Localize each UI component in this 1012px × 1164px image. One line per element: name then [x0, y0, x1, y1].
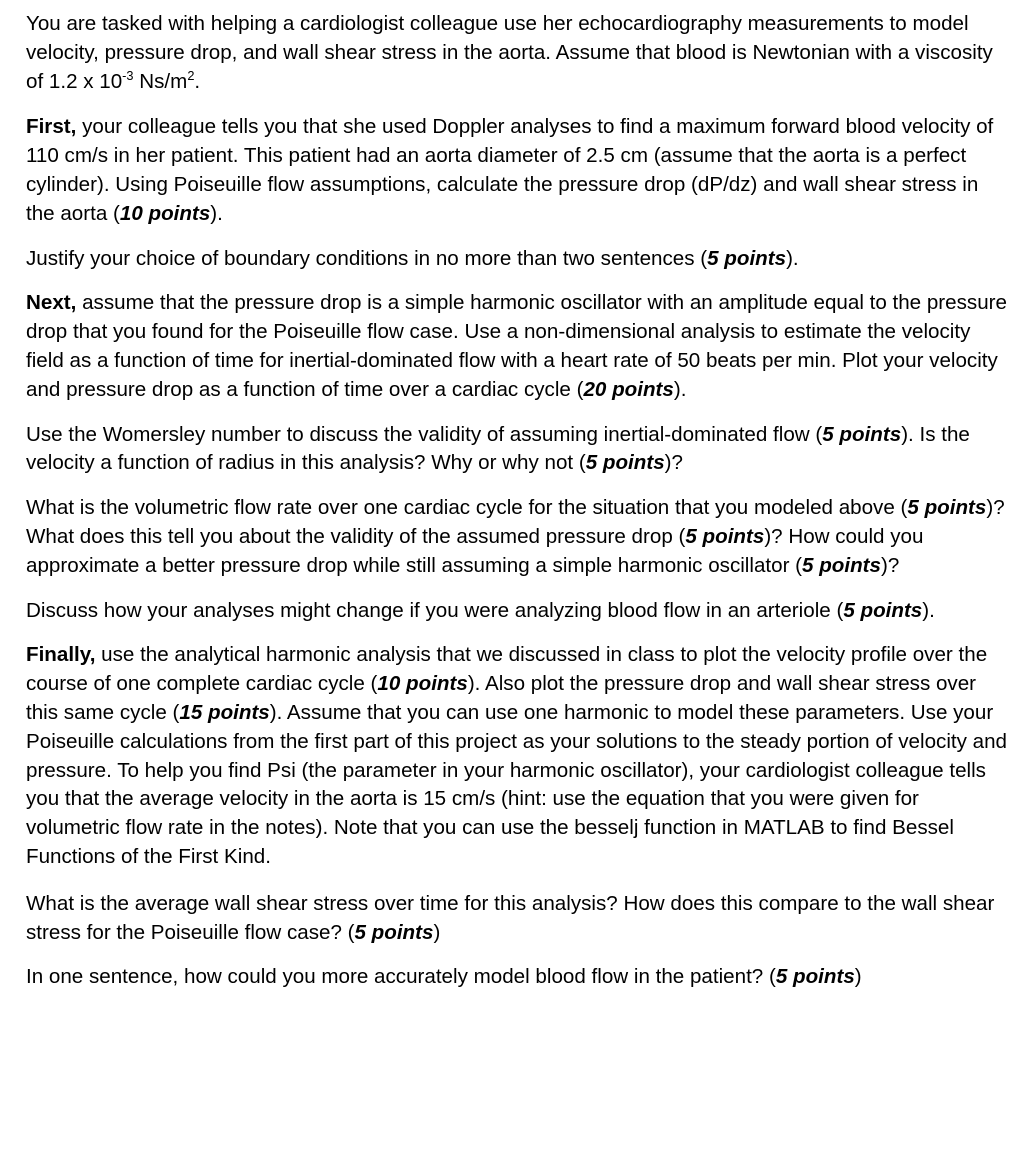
- arteriole-paragraph: [26, 597, 1010, 626]
- womersley-part1: Use the Womersley number to discuss the validity of assuming inertial-dominated flow (: [26, 422, 823, 446]
- finally-part3: ). Assume that you can use one harmonic to model these parameters. Use your Poiseuille calculations from the first part of this project as your solutions to the steady portion of velocity and pressure. To help you find Psi (the parameter in your harmonic oscillator), your cardiologist colleague tells you that the average velocity in the aorta is 15 cm/s (hint: use the equation that you were given for volumetric flow rate in the notes). Note that you can use the besselj function in MATLAB to find Bessel Functions of the First Kind.: [26, 700, 1007, 868]
- accurate-points: 5 points: [775, 965, 855, 989]
- womersley-points1: 5 points: [822, 422, 902, 446]
- womersley-end: )?: [664, 451, 683, 475]
- average-body: What is the average wall shear stress over time for this analysis? How does this compare to the wall shear stress for the Poiseuille flow case? (: [26, 891, 995, 944]
- flowrate-paragraph: [26, 494, 1010, 580]
- finally-part1: use the analytical harmonic analysis that we discussed in class to plot the velocity profile over the course of one complete cardiac cycle (: [26, 643, 988, 696]
- next-paragraph: [26, 289, 1010, 404]
- intro-end: .: [194, 69, 201, 93]
- exponent-superscript: -3: [122, 67, 134, 83]
- finally-points2: 15 points: [179, 700, 270, 724]
- assignment-document: [26, 10, 1010, 992]
- first-points: 10 points: [119, 201, 211, 225]
- first-paragraph: [26, 113, 1010, 228]
- finally-points1: 10 points: [377, 672, 468, 696]
- next-points: 20 points: [583, 377, 674, 401]
- units-superscript: 2: [187, 67, 195, 83]
- intro-paragraph: [26, 10, 1010, 96]
- justify-points: 5 points: [707, 246, 787, 270]
- intro-text: You are tasked with helping a cardiologist colleague use her echocardiography measurements to model velocity, pressure drop, and wall shear stress in the aorta. Assume that blood is Newtonian with a viscosity of 1.2 x 10: [26, 12, 993, 93]
- average-end: ): [433, 920, 441, 944]
- first-body: your colleague tells you that she used Doppler analyses to find a maximum forward blood velocity of 110 cm/s in her patient. This patient had an aorta diameter of 2.5 cm (assume that the aorta is a perfect cylinder). Using Poiseuille flow assumptions, calculate the pressure drop (dP/dz) and wall shear stress in the aorta (: [26, 115, 994, 225]
- next-body: assume that the pressure drop is a simple harmonic oscillator with an amplitude equal to the pressure drop that you found for the Poiseuille flow case. Use a non-dimensional analysis to estimate the velocity field as a function of time for inertial-dominated flow with a heart rate of 50 beats per min. Plot your velocity and pressure drop as a function of time over a cardiac cycle (: [26, 291, 1007, 401]
- intro-units: Ns/m: [133, 69, 188, 93]
- arteriole-end: ).: [922, 598, 935, 622]
- arteriole-body: Discuss how your analyses might change if you were analyzing blood flow in an arteriole (: [26, 598, 844, 622]
- first-lead: First,: [26, 115, 77, 139]
- next-end: ).: [673, 377, 687, 401]
- average-paragraph: [26, 890, 1010, 948]
- flowrate-part2: )? What does this tell you about the validity of the assumed pressure drop (: [26, 496, 1005, 548]
- womersley-points2: 5 points: [585, 451, 665, 475]
- flowrate-part3: )? How could you approximate a better pressure drop while still assuming a simple harmonic oscillator (: [26, 524, 924, 577]
- flowrate-end: )?: [880, 553, 900, 577]
- justify-paragraph: [26, 245, 1010, 274]
- accurate-end: ): [854, 965, 862, 989]
- justify-end: ).: [786, 246, 799, 270]
- flowrate-points1: 5 points: [907, 496, 987, 520]
- finally-lead: Finally,: [26, 643, 96, 667]
- flowrate-part1: What is the volumetric flow rate over one cardiac cycle for the situation that you modeled above (: [26, 496, 908, 520]
- accurate-body: In one sentence, how could you more accurately model blood flow in the patient? (: [26, 965, 776, 989]
- next-lead: Next,: [26, 291, 77, 315]
- accurate-paragraph: [26, 963, 1010, 992]
- womersley-part2: ). Is the velocity a function of radius in this analysis? Why or why not (: [26, 422, 970, 475]
- average-points: 5 points: [354, 920, 434, 944]
- womersley-paragraph: [26, 421, 1010, 479]
- flowrate-points3: 5 points: [802, 553, 881, 577]
- arteriole-points: 5 points: [843, 598, 923, 622]
- justify-body: Justify your choice of boundary conditions in no more than two sentences (: [26, 246, 708, 270]
- flowrate-points2: 5 points: [685, 524, 765, 548]
- finally-paragraph: [26, 641, 1010, 871]
- finally-part2: ). Also plot the pressure drop and wall shear stress over this same cycle (: [26, 672, 977, 724]
- first-end: ).: [210, 201, 223, 225]
